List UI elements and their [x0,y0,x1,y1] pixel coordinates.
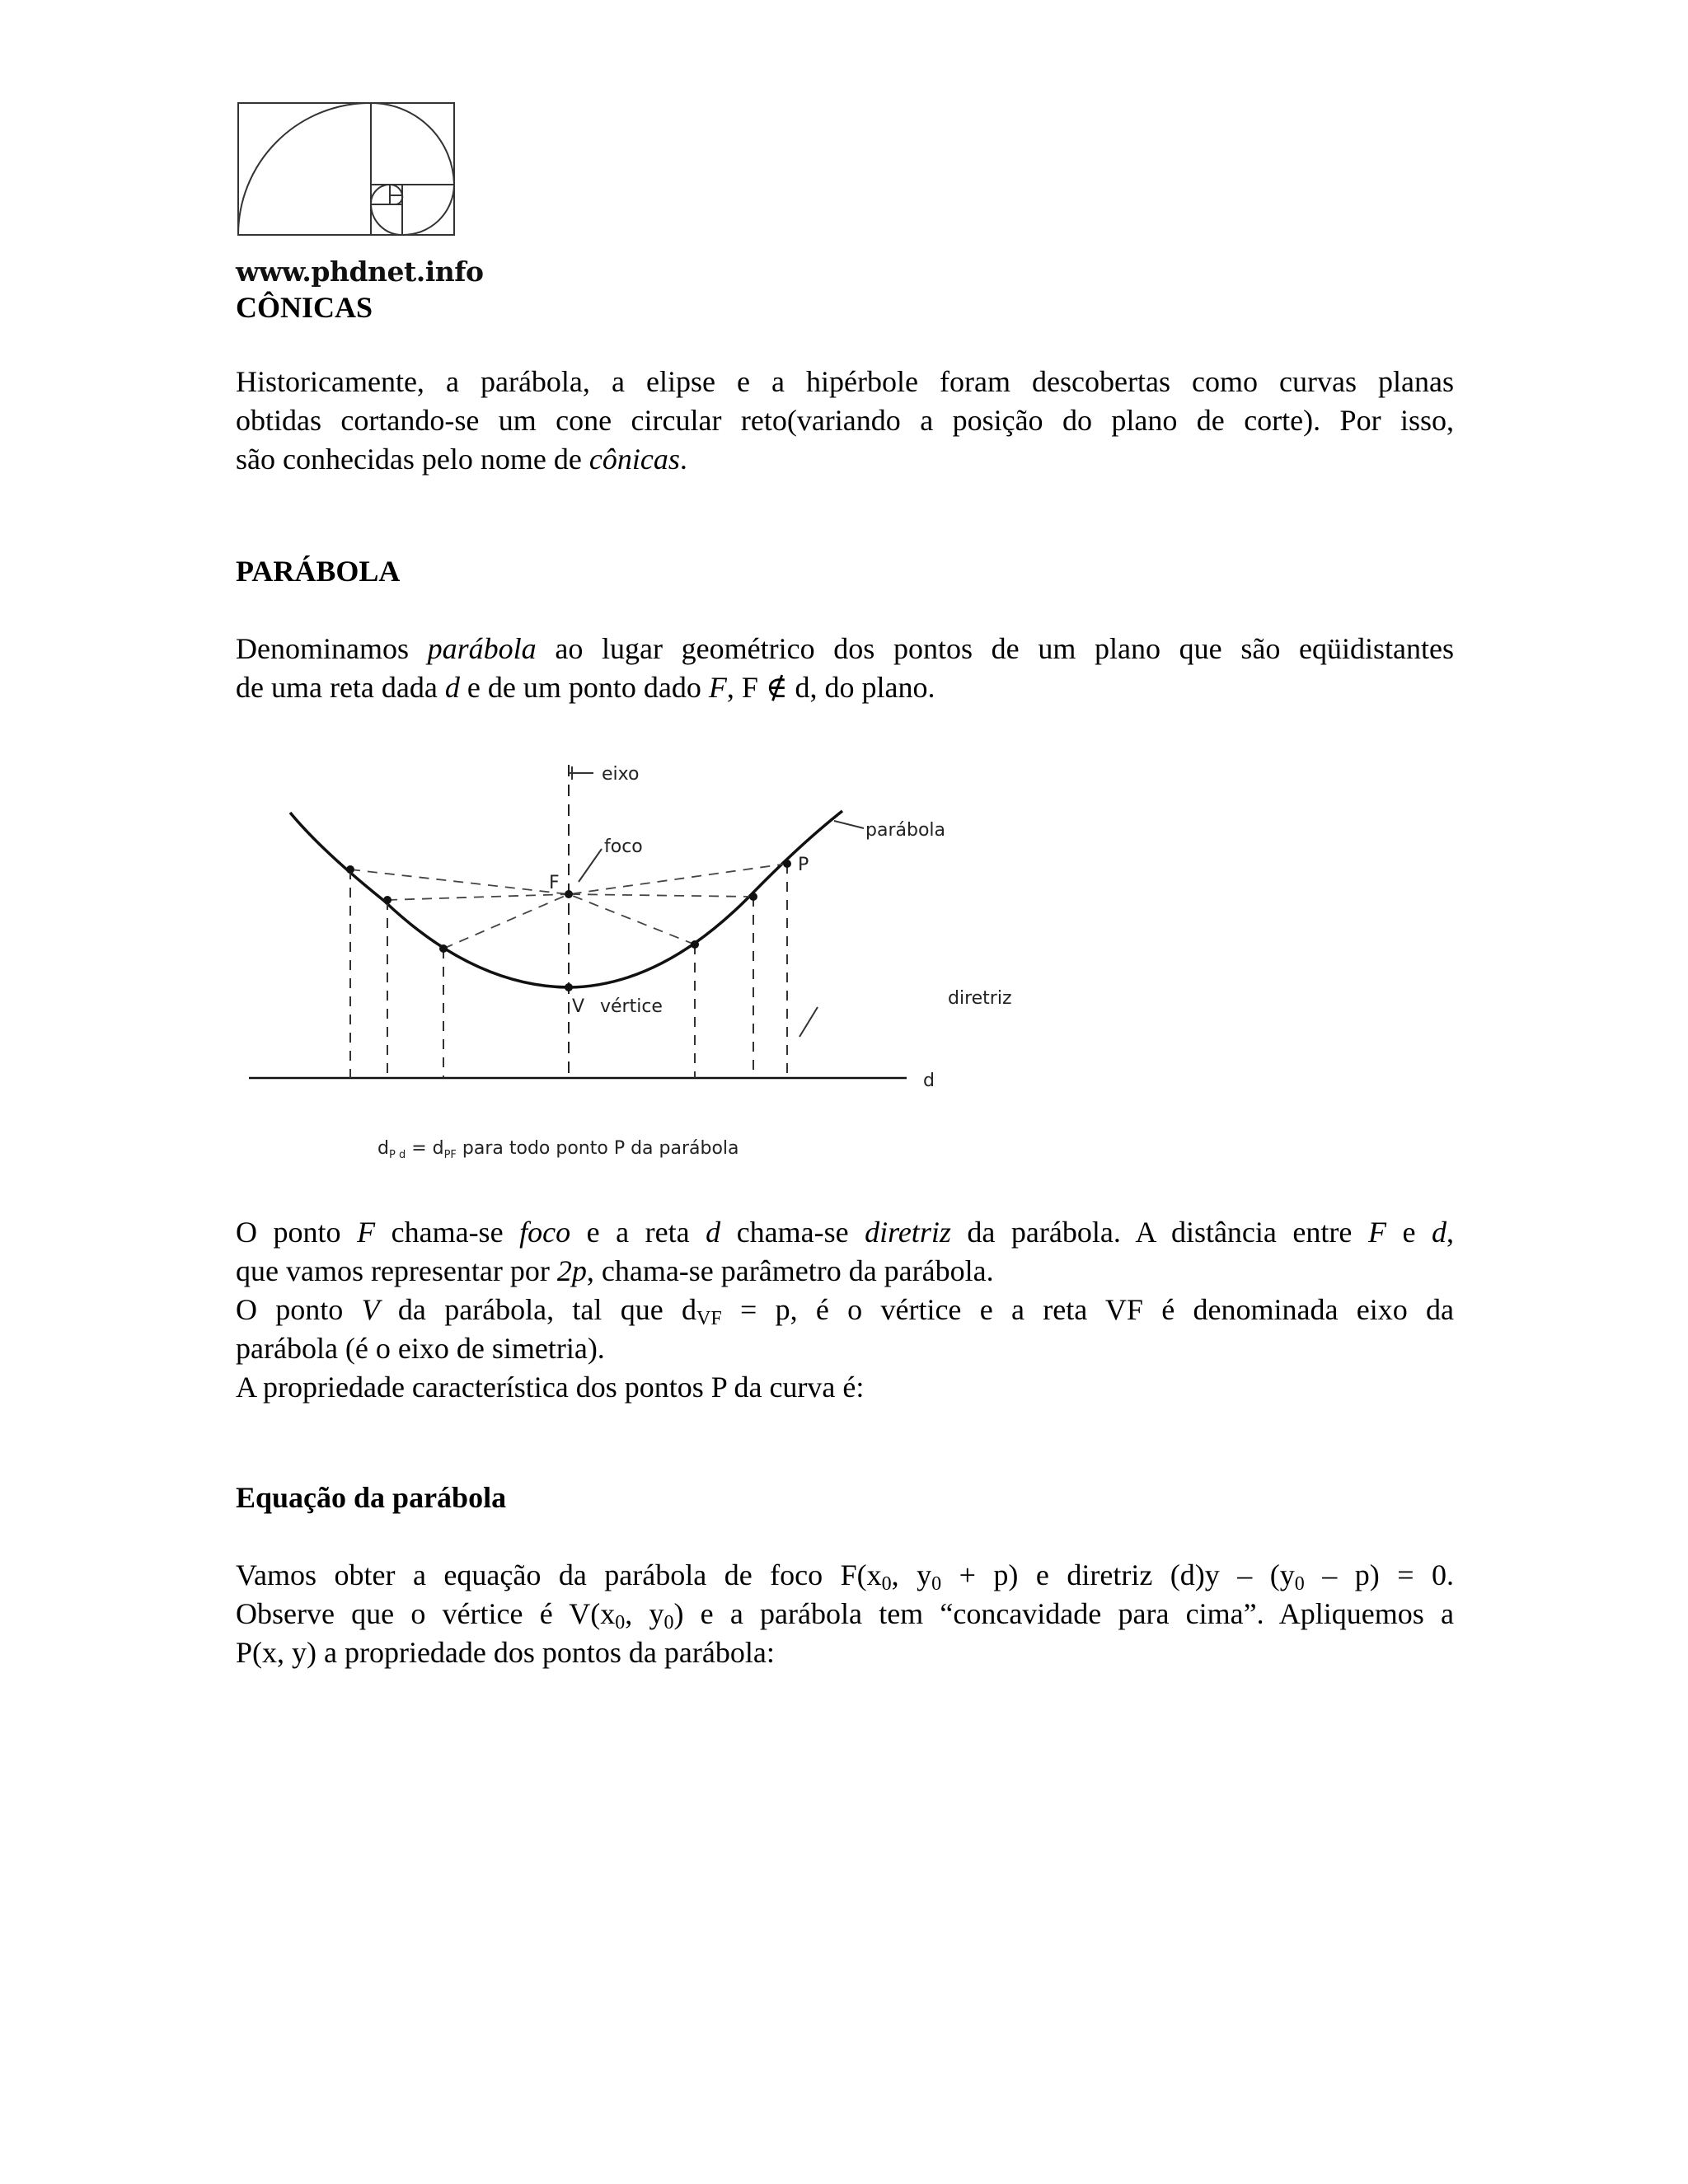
def-text: de uma reta dada [236,671,445,704]
description-line-5: A propriedade característica dos pontos P da curva é: [236,1371,865,1404]
description-paragraph [236,1213,1454,1407]
emphasis-conicas: cônicas [588,443,680,476]
def-text: Denominamos [236,632,428,665]
caption-text: = d [406,1138,444,1159]
caption-subscript: P d [388,1149,406,1161]
caption-subscript: PF [443,1149,457,1161]
desc-text: que vamos representar por [236,1254,557,1287]
label-F: F [549,873,560,893]
definition-paragraph [236,630,1454,707]
eq-text: – p) = 0. [1304,1558,1455,1591]
label-d: d [923,1071,935,1091]
symbol-F: F [708,671,727,704]
parabola-curve [290,811,842,987]
eq-text: ) e a parábola tem “concavidade para cima”. Apliquemos a [673,1597,1454,1630]
subscript-vf: VF [696,1308,722,1329]
emphasis-diretriz: diretriz [865,1216,951,1249]
label-P: P [798,855,809,875]
desc-text: chama-se [720,1216,865,1249]
intro-line-3 [236,440,1454,479]
figure-caption [377,1138,739,1161]
subscript-0: 0 [931,1573,942,1595]
page-title: CÔNICAS [236,291,373,324]
label-vertice: vértice [600,996,663,1017]
caption-text: para todo ponto P da parábola [456,1138,739,1159]
desc-text: O ponto [236,1293,362,1326]
equation-line-1 [236,1556,1454,1595]
label-diretriz: diretriz [948,988,1012,1009]
def-text: ao lugar geométrico dos pontos de um plano que são eqüidistantes [536,632,1454,665]
subscript-0: 0 [663,1612,674,1633]
symbol-d: d [1432,1216,1447,1249]
section-heading-parabola: PARÁBOLA [236,555,401,588]
symbol-d: d [444,671,460,704]
symbol-d: d [706,1216,721,1249]
description-line-4: parábola (é o eixo de simetria). [236,1332,605,1365]
desc-text: , chama-se parâmetro da parábola. [586,1254,994,1287]
desc-text: da parábola, tal que d [379,1293,696,1326]
def-text: , F ∉ d, do plano. [726,671,935,704]
definition-line-2 [236,668,1454,707]
desc-text: e a reta [570,1216,706,1249]
definition-line-1 [236,630,1454,668]
subscript-0: 0 [881,1573,892,1595]
label-parabola: parábola [865,820,945,841]
eq-text: , y [625,1597,664,1630]
desc-text: chama-se [375,1216,520,1249]
symbol-2p: 2p [556,1254,587,1287]
symbol-V: V [361,1293,380,1326]
emphasis-foco: foco [519,1216,571,1249]
def-text: e de um ponto dado [459,671,709,704]
description-line-1 [236,1213,1454,1252]
subscript-0: 0 [1294,1573,1305,1595]
eq-text: + p) e diretriz (d)y – (y [941,1558,1295,1591]
caption-text: d [377,1138,389,1159]
symbol-F: F [1367,1216,1386,1249]
equation-paragraph [236,1556,1454,1672]
desc-text: O ponto [236,1216,358,1249]
desc-text: da parábola. A distância entre [950,1216,1368,1249]
label-V: V [572,996,585,1017]
description-line-3 [236,1291,1454,1329]
intro-text: . [679,443,687,476]
intro-line-2: obtidas cortando-se um cone circular reto(variando a posição do plano de corte). Por isso, [236,404,1454,437]
site-url: www.phdnet.info [236,255,484,288]
section-heading-equation: Equação da parábola [236,1481,507,1514]
desc-text: , [1447,1216,1455,1249]
description-line-2 [236,1252,1454,1291]
parabola-diagram [239,758,1047,1170]
eq-text: Observe que o vértice é V(x [236,1597,616,1630]
eq-text: Vamos obter a equação da parábola de foco F(x [236,1558,882,1591]
label-eixo: eixo [602,764,640,785]
symbol-F: F [357,1216,376,1249]
eq-text: , y [891,1558,932,1591]
equation-line-3: P(x, y) a propriedade dos pontos da parábola: [236,1636,775,1669]
subscript-0: 0 [615,1612,626,1633]
desc-text: e [1386,1216,1432,1249]
equation-line-2 [236,1595,1454,1633]
golden-spiral-logo [237,102,455,236]
intro-text: são conhecidas pelo nome de [236,443,589,476]
label-foco: foco [604,837,643,857]
emphasis-parabola: parábola [427,632,537,665]
desc-text: = p, é o vértice e a reta VF é denominada eixo da [721,1293,1454,1326]
intro-line-1: Historicamente, a parábola, a elipse e a hipérbole foram descobertas como curvas planas [236,365,1454,398]
intro-paragraph [236,363,1454,479]
